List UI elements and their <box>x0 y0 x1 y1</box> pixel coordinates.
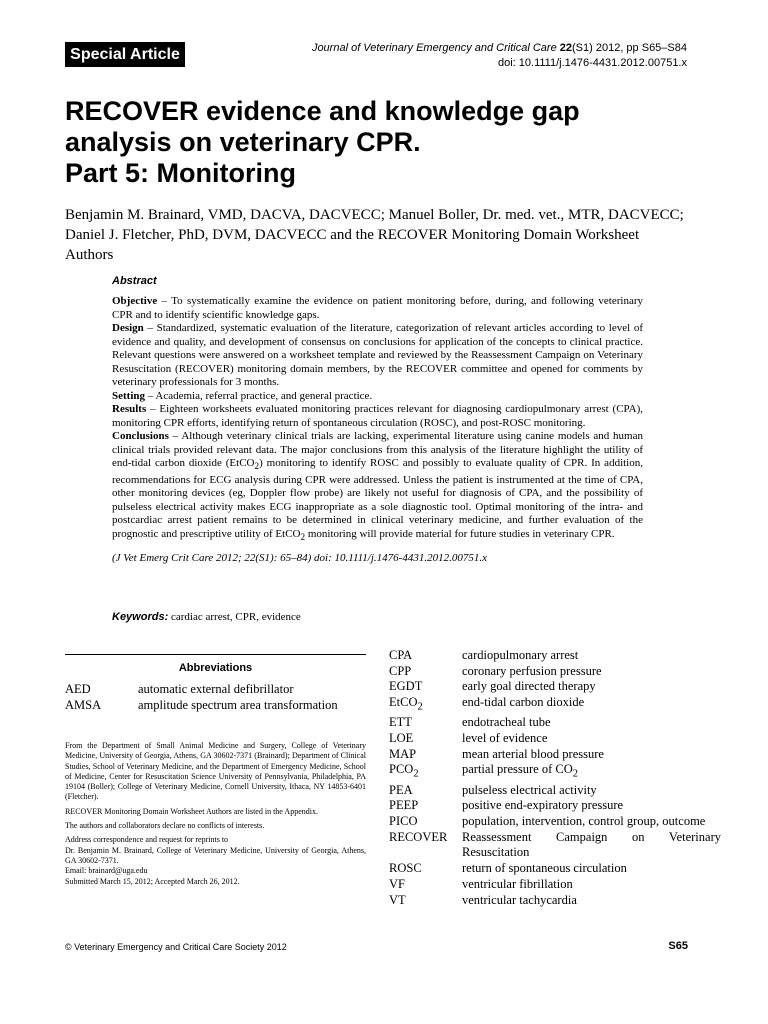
abbreviation-definition: ventricular fibrillation <box>462 876 573 891</box>
abbreviation-definition: Reassessment Campaign on Veterinary Resuscitation <box>462 829 721 860</box>
journal-name: Journal of Veterinary Emergency and Critical Care <box>311 42 557 54</box>
correspondence-email: Email: brainard@uga.edu <box>65 866 148 876</box>
journal-citation-line <box>267 41 687 56</box>
abbreviation-definition: ventricular tachycardia <box>462 892 577 907</box>
correspondence-address: Dr. Benjamin M. Brainard, College of Veterinary Medicine, University of Georgia, Athens, GA 30602-7371. <box>65 845 366 865</box>
abbreviations-list-left <box>65 682 375 713</box>
abbreviation-row <box>389 664 721 680</box>
abbreviation-definition: automatic external defibrillator <box>138 682 294 696</box>
abbreviation-row <box>389 762 721 782</box>
abbreviation-definition: cardiopulmonary arrest <box>462 648 579 662</box>
abstract-setting <box>112 390 643 404</box>
abstract-text: – Standardized, systematic evaluation of the literature, categorization of relevant articles according to level of evidence and quality, and development of consensus on conclusions for application of the concepts to clinical practice. Relevant questions were answered on a worksheet template and reviewed by the Reassessment Campaign on Veterinary Resuscitation (RECOVER) monitoring domain members, by the RECOVER committee and opened for comments by veterinary professionals for 3 months. <box>112 322 643 388</box>
article-type-badge: Special Article <box>65 42 185 67</box>
abbreviation-term: PICO <box>389 814 418 829</box>
abbreviation-term: CPA <box>389 648 413 662</box>
abstract-text: – Although veterinary clinical trials are lacking, experimental literature using canine models and human clinical trials provided relevant data. The major conclusions from this analysis of the literature highlight the utility of end-tidal carbon dioxide (EtCO <box>112 430 643 469</box>
abbreviation-row <box>389 893 721 909</box>
abstract-text: – Academia, referral practice, and general practice. <box>145 389 373 402</box>
abstract-text: ) monitoring to identify ROSC and possibly to evaluate quality of CPR. In addition, recommendations for ECG analysis during CPR were addressed. Unless the patient is instrumented at the time of CPA, other monitoring devices (eg, Doppler flow probe) are likely not useful for diagnosis of CPA, and the possibility of pulseless electrical activity makes ECG inappropriate as a sole diagnostic tool. Optimal monitoring of the intra- and postcardiac arrest patient remains to be determined in clinical veterinary medicine, and further evaluation of the prognostic and prescriptive utility of EtCO <box>112 457 643 540</box>
journal-issue-pages: (S1) 2012, pp S65–S84 <box>572 42 687 54</box>
abbreviation-row <box>389 830 721 861</box>
abbreviation-term: ROSC <box>389 861 422 876</box>
abbreviations-list-right <box>389 648 721 908</box>
abbreviation-definition: coronary perfusion pressure <box>462 663 602 678</box>
abbreviation-row <box>389 747 721 763</box>
abbreviation-term: MAP <box>389 746 417 761</box>
journal-doi: doi: 10.1111/j.1476-4431.2012.00751.x <box>498 57 687 69</box>
keywords-text: cardiac arrest, CPR, evidence <box>171 611 301 623</box>
abbreviation-term: PEA <box>389 782 413 797</box>
abstract-conclusions <box>112 430 643 544</box>
abbreviation-definition: level of evidence <box>462 731 548 746</box>
abstract-label: Setting <box>112 389 145 402</box>
abbreviations-divider <box>65 654 366 655</box>
abbreviation-term: VT <box>389 892 406 907</box>
abbreviation-term: ETT <box>389 715 412 730</box>
abbreviation-term: CPP <box>389 663 412 678</box>
abbreviation-row <box>389 715 721 731</box>
abbreviation-term: VF <box>389 876 405 891</box>
abstract-label: Results <box>112 403 147 415</box>
abbreviation-row <box>389 814 721 830</box>
abstract-body <box>112 295 643 566</box>
abbreviation-term: $PCO_2$ <box>389 762 419 780</box>
abbreviation-row <box>389 695 721 715</box>
copyright-footer: © Veterinary Emergency and Critical Care Society 2012 <box>65 942 287 952</box>
abstract-results <box>112 403 643 430</box>
abbreviation-term: AED <box>65 682 91 696</box>
author-line: Benjamin M. Brainard, VMD, DACVA, DACVECC; Manuel Boller, Dr. med. vet., MTR, DACVECC; <box>65 207 684 223</box>
abbreviation-definition: amplitude spectrum area transformation <box>138 697 338 712</box>
abbreviation-term: EtCO$_2$ <box>389 695 423 713</box>
subscript: 2 <box>254 461 260 472</box>
abbreviation-definition: end-tidal carbon dioxide <box>462 695 585 710</box>
journal-info <box>267 41 687 71</box>
abstract-objective <box>112 295 643 322</box>
abstract-label: Objective <box>112 295 158 307</box>
abbreviation-row <box>389 648 721 664</box>
abbreviation-term: EGDT <box>389 679 423 694</box>
abbreviations-heading: Abbreviations <box>178 662 253 674</box>
keywords <box>112 611 301 623</box>
abbreviation-definition: partial pressure of $CO_2$ <box>462 762 578 780</box>
abbreviation-definition: mean arterial blood pressure <box>462 746 604 761</box>
correspondence-intro: Address correspondence and request for reprints to <box>65 835 229 845</box>
page-number: S65 <box>668 940 688 952</box>
journal-volume: 22 <box>559 42 573 54</box>
abbreviation-definition: population, intervention, control group, outcome <box>462 814 706 829</box>
title-line: analysis on veterinary CPR. <box>65 127 421 157</box>
author-list <box>65 205 715 265</box>
author-line: Authors <box>65 247 114 263</box>
submission-dates: Submitted March 15, 2012; Accepted March 26, 2012. <box>65 876 240 886</box>
abbreviation-definition: endotracheal tube <box>462 715 551 730</box>
title-line: RECOVER evidence and knowledge gap <box>65 96 580 126</box>
abstract-design <box>112 322 643 390</box>
abbreviation-row <box>389 798 721 814</box>
abbreviation-term: PEEP <box>389 798 419 813</box>
abstract-text: – Eighteen worksheets evaluated monitoring practices relevant for diagnosing cardiopulmonary arrest (CPA), monitoring CPR efforts, identifying return of spontaneous circulation (ROSC), and post-ROSC monitoring. <box>112 403 643 429</box>
worksheet-authors-note: RECOVER Monitoring Domain Worksheet Authors are listed in the Appendix. <box>65 806 318 816</box>
keywords-label: Keywords: <box>112 611 169 623</box>
abbreviation-row <box>389 783 721 799</box>
abstract-heading: Abstract <box>112 275 157 287</box>
affiliation-text: From the Department of Small Animal Medicine and Surgery, College of Veterinary Medicine, University of Georgia, Athens, GA 30602-7371 (Brainard); Department of Clinical Studies, School of Veterinary Medicine, and the Department of Emergency Medicine, School of Medicine, Center for Resuscitation Science University of Pennsylvania, Philadelphia, PA 19104 (Boller); College of Veterinary Medicine, Cornell University, Ithaca, NY 14853-6401 (Fletcher). <box>65 741 366 802</box>
correspondence <box>65 835 366 886</box>
abbreviation-row <box>65 682 375 698</box>
abbreviation-term: AMSA <box>65 697 102 712</box>
article-title <box>65 96 705 189</box>
abbreviation-row <box>65 698 375 714</box>
conflicts-statement: The authors and collaborators declare no conflicts of interests. <box>65 821 265 831</box>
abbreviation-term: LOE <box>389 731 414 746</box>
abbreviation-definition: early goal directed therapy <box>462 679 596 694</box>
abbreviation-row <box>389 861 721 877</box>
abbreviation-row <box>389 679 721 695</box>
abstract-citation: (J Vet Emerg Crit Care 2012; 22(S1): 65–84) doi: 10.1111/j.1476-4431.2012.00751.x <box>112 552 487 565</box>
author-line: Daniel J. Fletcher, PhD, DVM, DACVECC and the RECOVER Monitoring Domain Worksheet <box>65 227 640 243</box>
subscript: 2 <box>300 531 306 542</box>
abbreviation-definition: pulseless electrical activity <box>462 782 597 797</box>
abstract-text: monitoring will provide material for future studies in veterinary CPR. <box>305 527 615 540</box>
abstract-text: – To systematically examine the evidence on patient monitoring before, during, and following veterinary CPR and to identify scientific knowledge gaps. <box>112 295 643 321</box>
abstract-label: Design <box>112 322 144 334</box>
abbreviation-row <box>389 877 721 893</box>
abbreviation-term: RECOVER <box>389 829 448 844</box>
abbreviation-definition: return of spontaneous circulation <box>462 861 627 876</box>
title-line: Part 5: Monitoring <box>65 158 296 188</box>
abstract-label: Conclusions <box>112 430 169 442</box>
abbreviation-row <box>389 731 721 747</box>
abbreviation-definition: positive end-expiratory pressure <box>462 798 624 813</box>
affiliations <box>65 741 366 887</box>
